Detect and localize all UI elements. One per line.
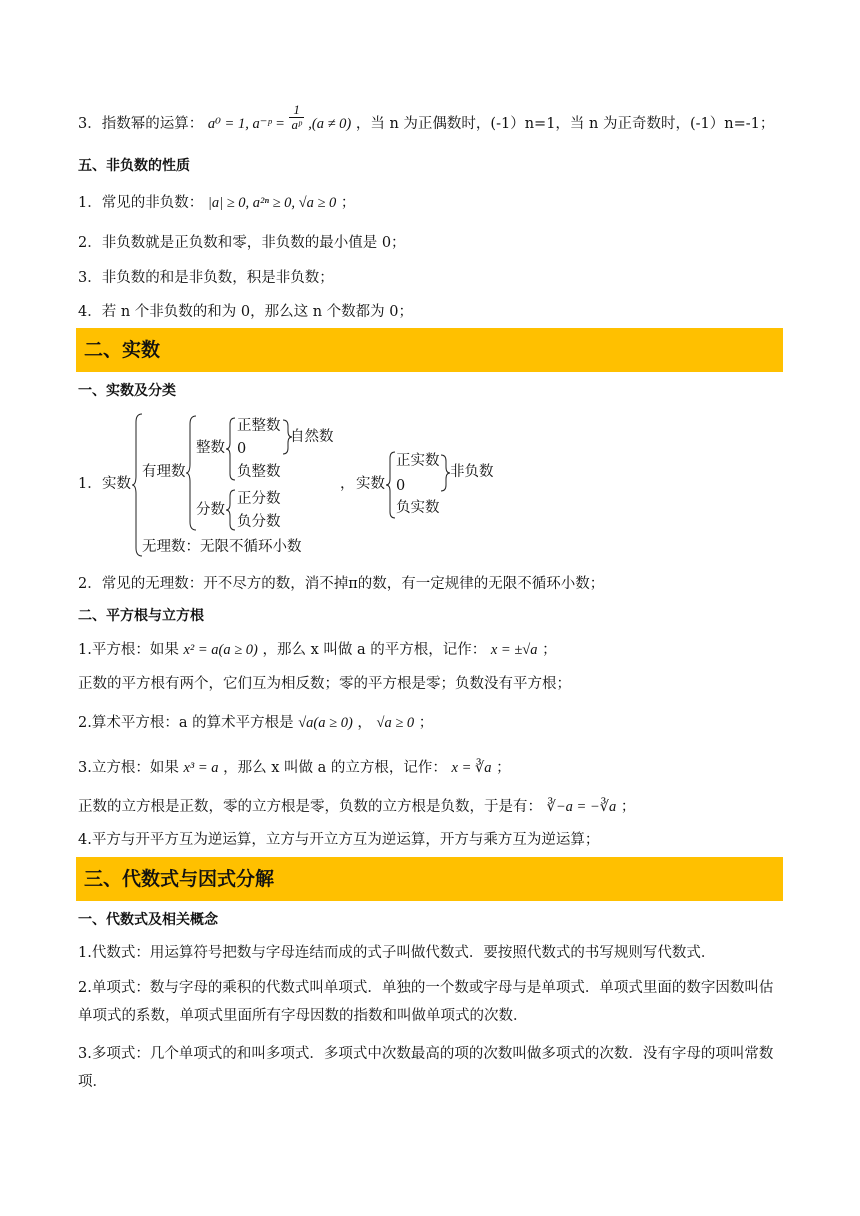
nonneg-item-1 [78, 193, 355, 213]
fraction-denominator: aᵖ [291, 116, 302, 132]
brace-nonnegative [440, 453, 450, 493]
inverse-operations-line: 4.平方与开平方互为逆运算，立方与开立方互为逆运算，开方与乘方互为逆运算； [78, 832, 600, 848]
exponent-formula-b: ,(a ≠ 0) [308, 116, 352, 132]
arithmetic-root-formula: √a(a ≥ 0) [298, 715, 353, 731]
classification-item-number: 1． [78, 476, 102, 492]
cube-root-note-prefix: 正数的立方根是正数，零的立方根是零，负数的立方根是负数，于是有： [78, 799, 542, 815]
label-real-number-2: 实数 [356, 476, 385, 492]
arithmetic-root-prefix: 2.算术平方根：a 的算术平方根是 [78, 715, 294, 731]
cube-root-prefix: 3.立方根：如果 [78, 760, 179, 776]
label-negative-real: 负实数 [396, 500, 440, 516]
square-root-mid: ，那么 x 叫做 a 的平方根，记作： [262, 642, 487, 658]
root-heading: 二、平方根与立方根 [78, 608, 204, 624]
nonneg-item-2: 2．非负数就是正负数和零，非负数的最小值是 0； [78, 235, 406, 251]
label-positive-real: 正实数 [396, 453, 440, 469]
cube-root-mid: ，那么 x 叫做 a 的立方根，记作： [223, 760, 447, 776]
cube-root-note-formula: ∛−a = −∛a [546, 799, 617, 815]
square-root-suffix: ； [542, 642, 557, 658]
brace-integer [226, 416, 236, 482]
cube-root-notation: x = ∛a [451, 760, 492, 776]
cube-root-note-suffix: ； [620, 799, 636, 815]
arithmetic-root-formula-2: √a ≥ 0 [376, 715, 415, 731]
arithmetic-root-suffix: ； [418, 715, 434, 731]
exponent-rule-rest: ，当 n 为正偶数时，(-1）n=1，当 n 为正奇数时，(-1）n=-1； [355, 116, 775, 132]
square-root-condition: x² = a(a ≥ 0) [183, 642, 258, 658]
cube-root-line [78, 758, 511, 778]
nonneg-heading: 五、非负数的性质 [78, 158, 190, 174]
label-natural-number: 自然数 [290, 429, 334, 445]
real-classification-heading: 一、实数及分类 [78, 383, 176, 399]
square-root-prefix: 1.平方根：如果 [78, 642, 179, 658]
nonneg-item-3: 3．非负数的和是非负数，积是非负数； [78, 270, 334, 286]
monomial-definition: 2.单项式：数与字母的乘积的代数式叫单项式．单独的一个数或字母与是单项式．单项式里面的数字因数叫估单项式的系数，单项式里面所有字母因数的指数和叫做单项式的次数． [78, 980, 774, 1024]
section-band-real-numbers [76, 328, 783, 372]
label-rational-number: 有理数 [142, 464, 186, 480]
fraction-numerator: 1 [289, 103, 303, 118]
common-irrational-line: 2．常见的无理数：开不尽方的数，消不掉π的数，有一定规律的无限不循环小数； [78, 576, 605, 592]
label-positive-fraction: 正分数 [237, 491, 281, 507]
label-irrational-number: 无理数：无限不循环小数 [142, 539, 302, 555]
nonneg-item-1-suffix: ； [340, 195, 356, 211]
brace-fraction [226, 488, 236, 532]
label-real-number: 实数 [102, 476, 131, 492]
label-integer: 整数 [196, 440, 225, 456]
label-positive-integer: 正整数 [237, 418, 281, 434]
label-nonnegative-number: 非负数 [450, 464, 494, 480]
exponent-fraction [289, 103, 303, 132]
exponent-rule-line [78, 101, 775, 134]
arithmetic-root-mid: ， [357, 715, 372, 731]
polynomial-definition: 3.多项式：几个单项式的和叫多项式．多项式中次数最高的项的次数叫做多项式的次数．没有字母的项叫常数项． [78, 1046, 774, 1090]
nonneg-item-4: 4．若 n 个非负数的和为 0，那么这 n 个数都为 0； [78, 304, 414, 320]
square-root-note: 正数的平方根有两个，它们互为相反数；零的平方根是零；负数没有平方根； [78, 676, 571, 692]
section-band-algebraic-expressions [76, 857, 783, 901]
section-title-real-numbers: 二、实数 [84, 339, 161, 361]
exponent-formula-a: a⁰ = 1, a⁻ᵖ = [207, 116, 285, 132]
section-title-algebraic-expressions: 三、代数式与因式分解 [84, 868, 275, 890]
algebraic-expression-definition: 1.代数式：用运算符号把数与字母连结而成的式子叫做代数式．要按照代数式的书写规则写代数式． [78, 945, 716, 961]
exponent-rule-prefix: 3．指数幂的运算： [78, 116, 204, 132]
label-zero: 0 [237, 441, 247, 457]
square-root-line [78, 640, 557, 660]
arithmetic-root-line [78, 713, 433, 733]
cube-root-condition: x³ = a [183, 760, 219, 776]
label-zero-2: 0 [396, 478, 406, 494]
algebraic-concepts-heading: 一、代数式及相关概念 [78, 912, 218, 928]
label-negative-integer: 负整数 [237, 464, 281, 480]
nonneg-item-1-prefix: 1．常见的非负数： [78, 195, 204, 211]
cube-root-suffix: ； [496, 760, 511, 776]
classification-separator: ， [340, 476, 355, 492]
label-negative-fraction: 负分数 [237, 514, 281, 530]
brace-real-2 [386, 450, 396, 520]
nonneg-item-1-formula: |a| ≥ 0, a²ⁿ ≥ 0, √a ≥ 0 [207, 195, 337, 211]
cube-root-note [78, 797, 635, 817]
label-fraction: 分数 [196, 502, 225, 518]
square-root-notation: x = ±√a [490, 642, 538, 658]
